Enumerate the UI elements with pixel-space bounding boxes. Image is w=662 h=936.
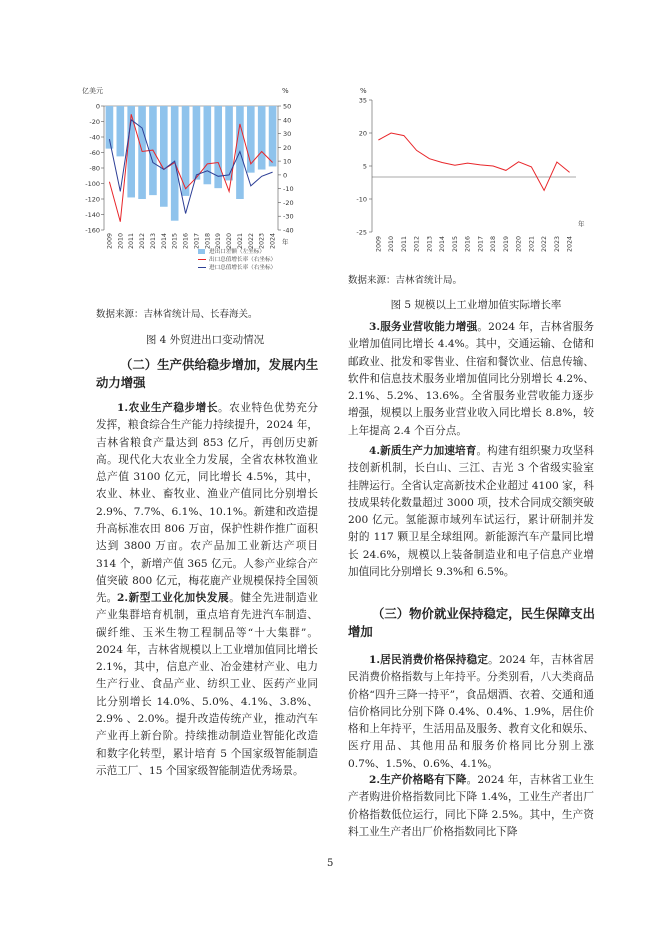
fig4-bar: [160, 106, 168, 207]
fig4-x-tick-label: 2019: [215, 233, 223, 250]
fig4-right-axis-unit: %: [282, 87, 289, 95]
fig5-x-tick-label: 2019: [502, 236, 510, 253]
fig4-left-axis-unit: 亿美元: [82, 87, 103, 95]
fig4-x-tick-label: 2018: [204, 233, 212, 250]
fig4-bar: [138, 106, 146, 199]
fig5-x-tick-label: 2015: [451, 236, 459, 253]
paragraph-new-productivity-text: 。构建有组织聚力攻坚科技创新机制，长白山、三江、吉光 3 个省级实验室挂牌运行。全省认定高新技术企业超过 4100 家，科技成果转化数量超过 3000 项，技术合同成交额突破 200 亿元。氢能源市域列车试运行，累计研制并发射的 117 颗卫星全球组网。新能源汽车产量同比增长 24.6%，规模以上装备制造业和电子信息产业增加值同比分别增长 9.3%和 6.5%。: [348, 445, 594, 579]
fig4-x-tick-label: 2015: [171, 233, 179, 250]
fig4-bar: [269, 106, 277, 166]
fig5-y-tick-label: -25: [356, 228, 367, 237]
paragraph-ppi-text: 。2024 年，吉林省工业生产者购进价格指数同比下降 1.4%，工业生产者出厂价格指数低位运行，同比下降 2.5%。其中，生产资料工业生产者出厂价格指数同比下降: [348, 774, 595, 838]
fig5-x-tick-label: 2023: [553, 236, 561, 253]
paragraph-new-productivity: [348, 443, 594, 581]
fig5-x-tick-label: 2011: [400, 236, 408, 253]
fig4-x-tick-label: 2017: [193, 233, 201, 250]
fig4-right-tick-label: -10: [283, 185, 294, 194]
fig4-left-tick-label: -80: [89, 164, 100, 173]
fig4-right-tick-label: -30: [283, 212, 294, 221]
fig4-legend-label: 进口总值增长率（右坐标）: [209, 265, 277, 271]
fig4-left-tick-label: 0: [95, 102, 100, 111]
paragraph-industrialization-text: 。健全先进制造业产业集群培育机制，重点培育先进汽车制造、碳纤维、玉米生物工程制品等“十大集群”。2024 年，吉林省规模以上工业增加值同比增长 2.1%，其中，信息产业、冶金建材产业、电力生产行业、食品产业、纺织工业、医药产业同比分别增长 14.0%、5.0%、4.1%、3.8%、2.9% 、2.0%。提升改造传统产业，推动汽车产业再上新台阶。持续推动制造业智能化改造和数字化转型，累计培育 5 个国家级智能制造示范工厂、15 个国家级智能制造优秀场景。: [96, 592, 319, 777]
fig4-right-tick-label: -40: [283, 226, 294, 235]
paragraph-cpi: [348, 652, 594, 773]
fig4-bar: [193, 106, 201, 180]
paragraph-new-productivity-lead: 4.新质生产力加速培育: [369, 445, 477, 457]
fig4-x-tick-label: 2010: [117, 233, 125, 250]
fig5-x-tick-label: 2014: [439, 236, 447, 253]
fig4-left-tick-label: -60: [89, 149, 100, 157]
fig4-bar: [106, 106, 114, 149]
fig5-y-tick-label: -10: [356, 195, 367, 204]
fig4-x-tick-label: 2013: [149, 233, 157, 250]
fig4-x-tick-label: 2022: [247, 233, 255, 250]
fig5-x-tick-label: 2010: [388, 236, 396, 253]
fig4-x-tick-label: 2014: [160, 233, 168, 250]
paragraph-ppi-lead: 2.生产价格略有下降: [369, 774, 467, 786]
page-number: 5: [327, 858, 334, 869]
fig5-x-tick-label: 2012: [413, 236, 421, 253]
fig4-right-tick-label: 40: [283, 116, 292, 125]
fig4-x-tick-label: 2020: [226, 233, 234, 250]
fig5-year-unit: 年: [578, 220, 585, 228]
figure-4-caption: 图 4 外贸进出口变动情况: [145, 334, 265, 346]
paragraph-industrialization: [96, 590, 318, 780]
fig4-left-tick-label: -40: [89, 133, 100, 142]
fig4-x-tick-label: 2016: [182, 233, 190, 250]
fig4-right-tick-label: 20: [283, 143, 292, 152]
fig5-x-tick-label: 2013: [426, 236, 434, 253]
fig4-right-tick-label: 50: [283, 102, 292, 111]
fig4-x-tick-label: 2024: [269, 233, 277, 250]
fig4-right-tick-label: 30: [283, 130, 292, 139]
fig4-right-tick-label: 10: [283, 157, 292, 166]
paragraph-cpi-text: 。2024 年，吉林省居民消费价格指数与上年持平。分类别看，八大类商品价格“四升三降一持平”，食品烟酒、衣着、交通和通信价格同比分别下降 0.4%、0.4%、1.9%，居住价格和上年持平，生活用品及服务、教育文化和娱乐、医疗用品、其他用品和服务价格同比分别上涨 0.7%、1.5%、0.6%、4.1%。: [348, 654, 595, 770]
fig5-x-tick-label: 2022: [541, 236, 549, 253]
fig5-x-tick-label: 2021: [528, 236, 536, 253]
paragraph-services-text: 。2024 年，吉林省服务业增加值同比增长 4.4%。其中，交通运输、仓储和邮政业、批发和零售业、住宿和餐饮业、信息传输、软件和信息技术服务业增加值同比分别增长 4.2%、2.1%、5.2%、13.6%。全省服务业营收能力逐步增强，规模以上服务业营业收入同比增长 8.8%，较上年提高 2.4 个百分点。: [348, 321, 594, 437]
fig5-x-tick-label: 2009: [375, 236, 383, 253]
fig4-bar: [117, 106, 125, 156]
figure-5-source: 数据来源：吉林省统计局。: [348, 275, 463, 286]
fig5-growth-line: [378, 133, 569, 190]
paragraph-services-lead: 3.服务业营收能力增强: [369, 321, 478, 333]
fig4-x-tick-label: 2012: [139, 233, 147, 250]
section-3-heading: （三）物价就业保持稳定，民生保障支出增加: [348, 606, 596, 639]
fig4-x-tick-label: 2023: [258, 233, 266, 250]
fig4-x-tick-label: 2009: [106, 233, 114, 250]
fig4-left-tick-label: -100: [85, 180, 100, 188]
fig4-left-tick-label: -160: [85, 226, 100, 235]
fig4-right-tick-label: 0: [283, 171, 288, 180]
figure-5-chart: [350, 84, 590, 264]
fig4-x-tick-label: 2011: [128, 233, 136, 250]
fig4-year-unit: 年: [282, 238, 289, 246]
fig5-y-tick-label: 20: [358, 129, 367, 138]
paragraph-agriculture-text: 。农业特色优势充分发挥，粮食综合生产能力持续提升，2024 年，吉林省粮食产量达到 853 亿斤，再创历史新高。现代化大农业全力发展，全省农林牧渔业总产值 3100 亿元，同比增长 4.5%，其中，农业、林业、畜牧业、渔业产值同比分别增长 2.9%、7.7%、6.1%、10.1%。新建和改造提升高标准农田 806 万亩，保护性耕作推广面积达到 3800 万亩。农产品加工业新达产项目 314 个，新增产值 365 亿元。人参产业综合产值突破 800 亿元，梅花鹿产业规模保持全国领先。: [96, 402, 319, 605]
figure-4-chart: [80, 82, 312, 302]
paragraph-services: [348, 319, 594, 440]
fig5-y-tick-label: 35: [358, 96, 367, 105]
figure-5-caption: 图 5 规模以上工业增加值实际增长率: [390, 299, 562, 311]
fig4-legend-label: 进出口差额（左坐标）: [209, 249, 265, 255]
fig4-left-tick-label: -140: [85, 211, 100, 219]
fig4-right-tick-label: -20: [283, 198, 294, 207]
fig4-left-tick-label: -120: [85, 195, 100, 204]
fig5-x-tick-label: 2017: [477, 236, 485, 253]
section-2-heading: （二）生产供给稳步增加，发展内生动力增强: [96, 357, 319, 390]
fig4-legend-label: 出口总值增长率（右坐标）: [209, 257, 277, 263]
fig5-y-axis-unit: %: [360, 87, 367, 95]
fig4-left-tick-label: -20: [89, 118, 100, 126]
fig4-bar: [258, 106, 266, 170]
paragraph-industrialization-lead: 2.新型工业化加快发展: [117, 592, 230, 604]
fig5-x-tick-label: 2024: [566, 236, 574, 253]
fig5-y-tick-label: 5: [362, 162, 367, 171]
fig5-x-tick-label: 2018: [490, 236, 498, 253]
fig4-x-tick-label: 2021: [236, 233, 244, 250]
paragraph-agriculture: [96, 400, 318, 608]
paragraph-agriculture-lead: 1.农业生产稳步增长: [117, 402, 219, 414]
figure-4-source: 数据来源：吉林省统计局、长春海关。: [96, 309, 258, 320]
paragraph-cpi-lead: 1.居民消费价格保持稳定: [369, 654, 489, 666]
fig4-legend-swatch: [198, 249, 205, 254]
fig5-x-tick-label: 2016: [464, 236, 472, 253]
paragraph-ppi: [348, 772, 594, 841]
fig5-x-tick-label: 2020: [515, 236, 523, 253]
